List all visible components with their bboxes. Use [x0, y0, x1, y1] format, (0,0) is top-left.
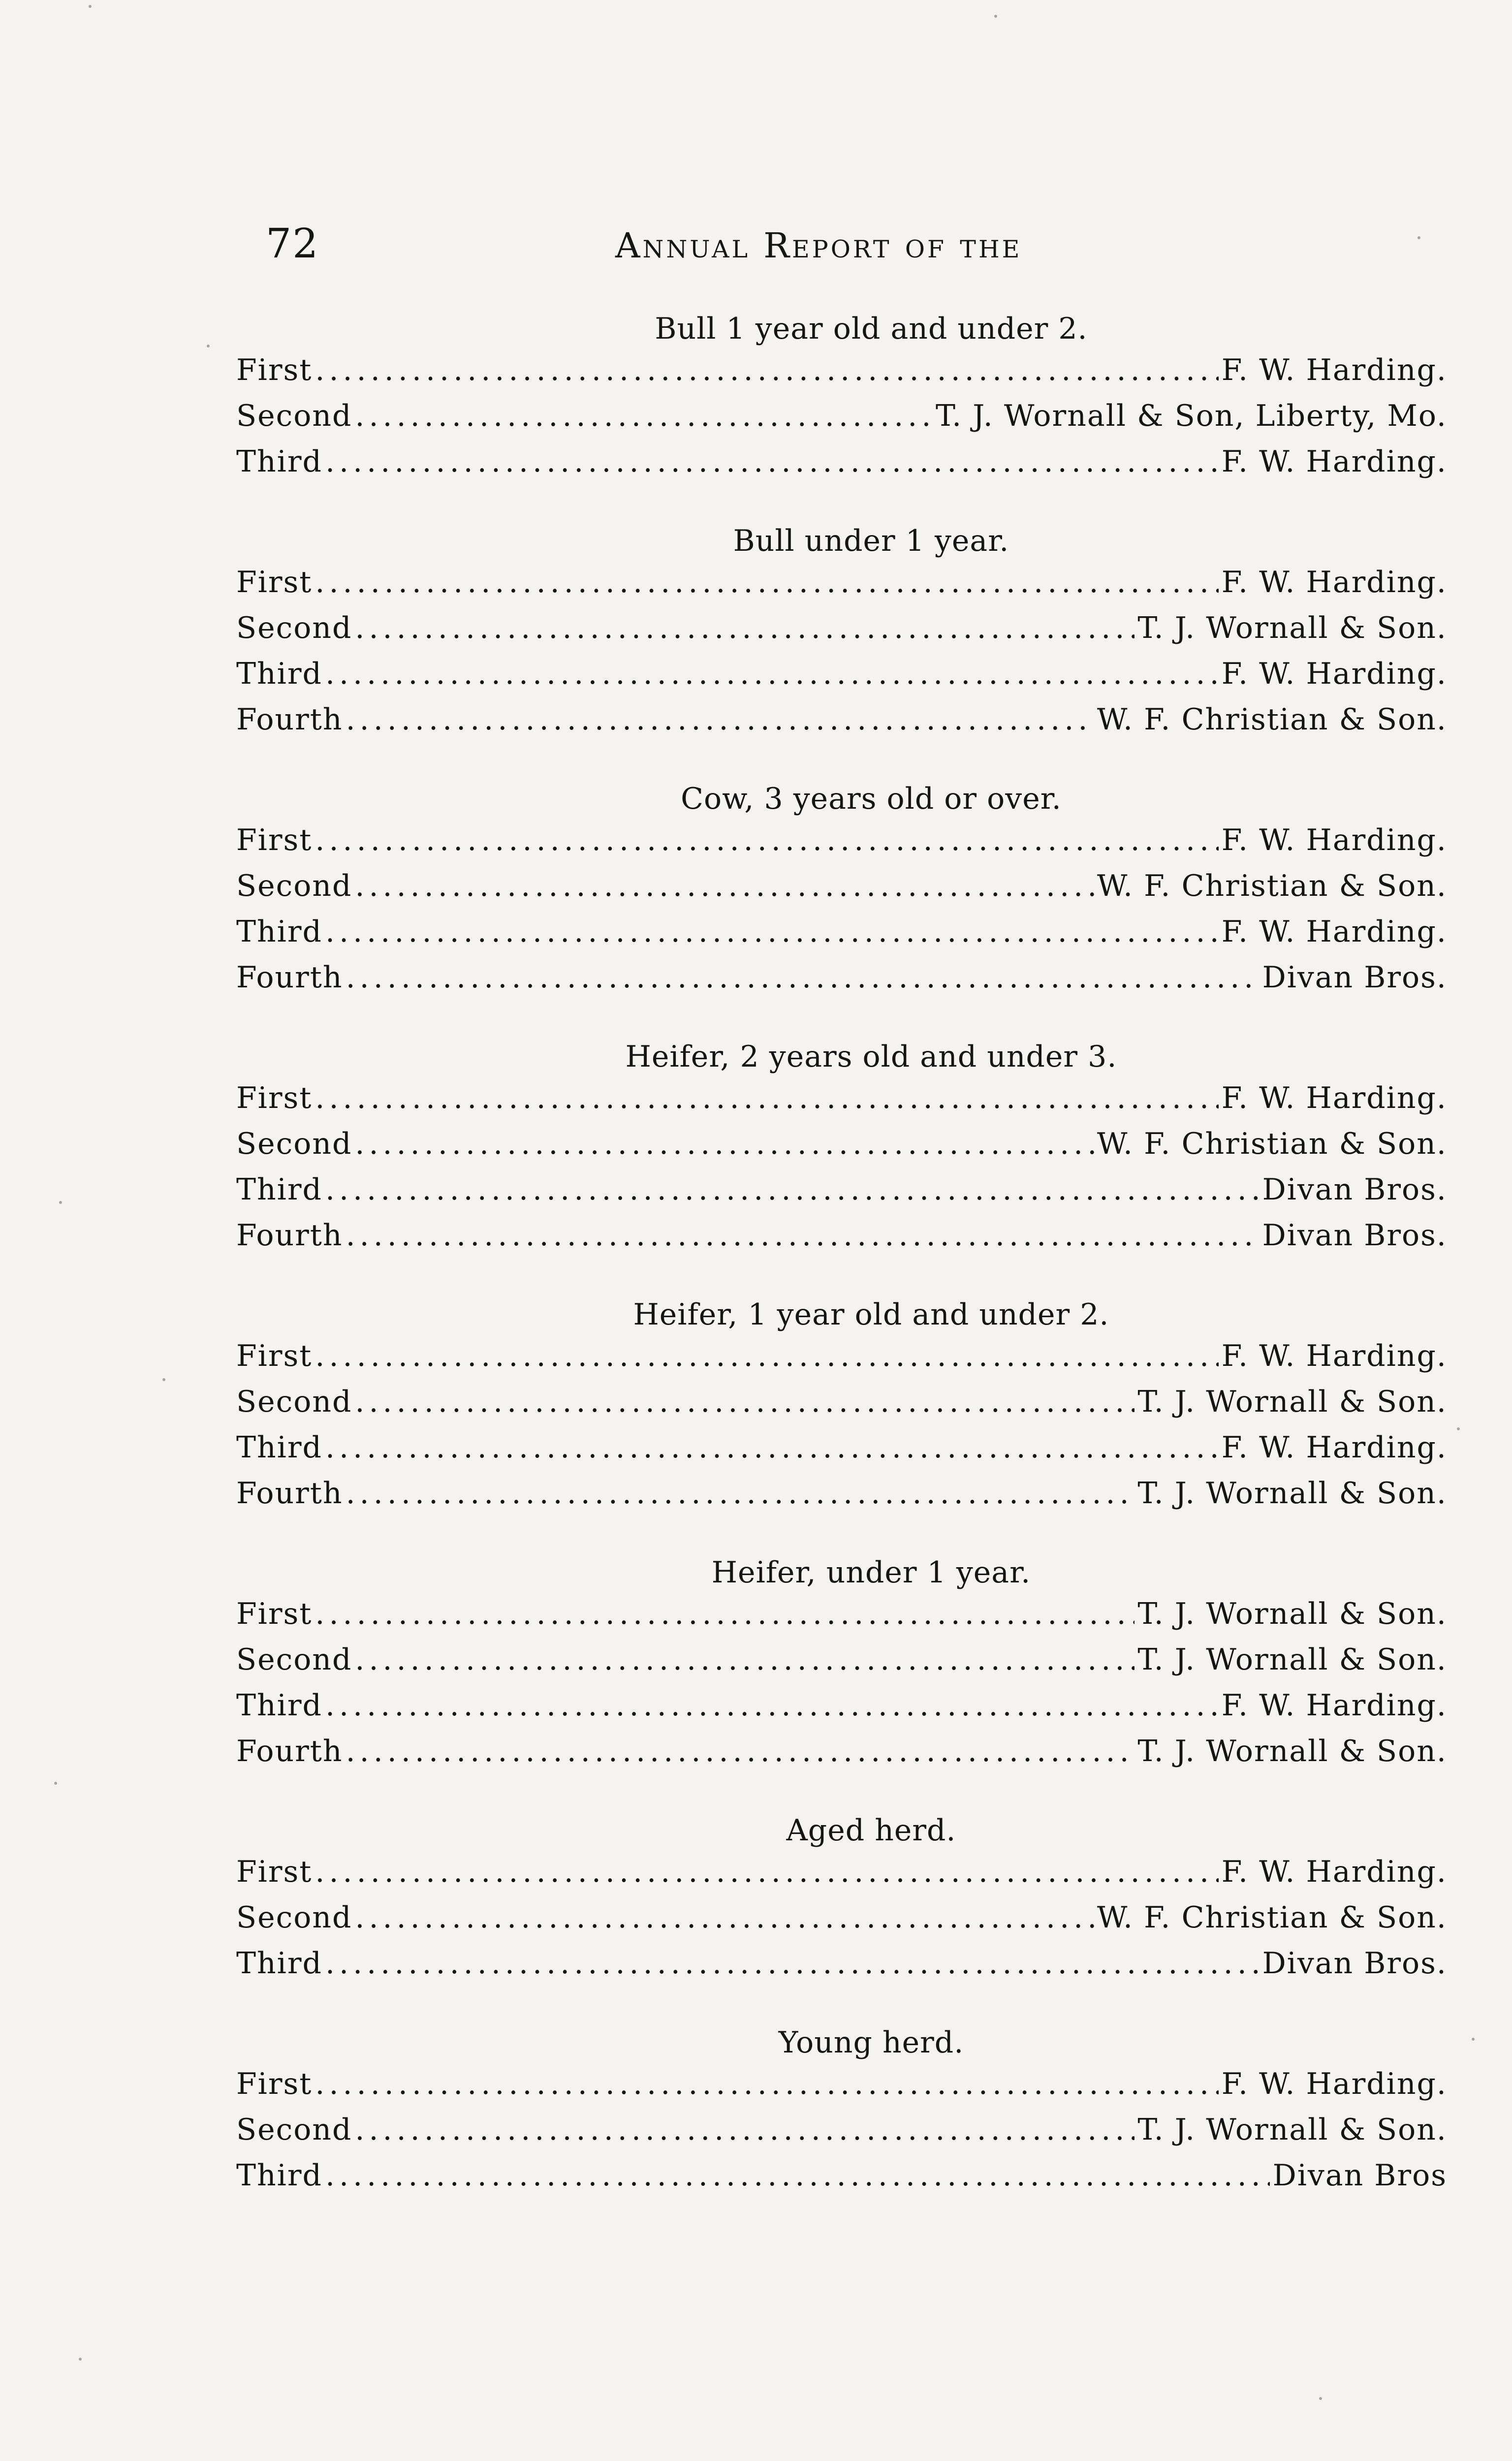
page-header	[266, 221, 1452, 280]
dot-leader	[325, 1683, 1219, 1729]
award-place: Fourth	[236, 1734, 343, 1768]
award-winner: T. J. Wornall & Son.	[1137, 1476, 1447, 1511]
award-class-section	[236, 1812, 1447, 1987]
award-winner: T. J. Wornall & Son.	[1137, 1642, 1447, 1677]
scan-speck	[207, 345, 210, 347]
award-entry	[236, 1425, 1447, 1471]
award-class-title: Heifer, 1 year old and under 2.	[633, 1297, 1109, 1332]
award-entry	[236, 909, 1447, 955]
award-class-title: Bull under 1 year.	[733, 524, 1009, 558]
award-place: Third	[236, 2158, 322, 2193]
award-entry	[236, 1167, 1447, 1213]
page-number: 72	[266, 221, 319, 267]
award-entry	[236, 1121, 1447, 1167]
award-place: Fourth	[236, 960, 343, 995]
award-winner: T. J. Wornall & Son, Liberty, Mo.	[935, 399, 1447, 433]
scan-speck	[54, 1782, 57, 1785]
scan-speck	[1418, 236, 1420, 239]
award-winner: F. W. Harding.	[1221, 1081, 1447, 1115]
award-entry	[236, 560, 1447, 605]
award-entry	[236, 1379, 1447, 1425]
award-winner: F. W. Harding.	[1221, 915, 1447, 949]
scan-speck	[994, 15, 997, 18]
award-place: First	[236, 1597, 313, 1631]
award-place: Third	[236, 1688, 322, 1723]
award-place: First	[236, 1855, 313, 1889]
award-winner: T. J. Wornall & Son.	[1137, 1597, 1447, 1631]
award-place: Third	[236, 1946, 322, 1981]
award-winner: W. F. Christian & Son.	[1097, 869, 1447, 903]
award-winner: F. W. Harding.	[1221, 1855, 1447, 1889]
award-place: First	[236, 1339, 313, 1373]
award-entry	[236, 818, 1447, 863]
award-entry	[236, 393, 1447, 439]
award-place: First	[236, 823, 313, 857]
dot-leader	[346, 697, 1094, 743]
award-class-section	[236, 2024, 1447, 2199]
dot-leader	[355, 1379, 1134, 1425]
award-place: First	[236, 353, 313, 387]
award-entry	[236, 697, 1447, 743]
dot-leader	[315, 347, 1218, 393]
dot-leader	[325, 439, 1219, 485]
dot-leader	[325, 651, 1219, 697]
award-class-section	[236, 780, 1447, 1001]
award-winner: T. J. Wornall & Son.	[1137, 2113, 1447, 2147]
award-place: Second	[236, 869, 352, 903]
award-entry	[236, 1075, 1447, 1121]
dot-leader	[325, 1425, 1219, 1471]
award-place: Second	[236, 2113, 352, 2147]
award-class-section	[236, 310, 1447, 485]
award-entry	[236, 2061, 1447, 2107]
award-winner: F. W. Harding.	[1221, 823, 1447, 857]
dot-leader	[315, 1591, 1134, 1637]
award-winner: F. W. Harding.	[1221, 444, 1447, 479]
award-place: Second	[236, 611, 352, 645]
award-winner: W. F. Christian & Son.	[1097, 702, 1447, 737]
award-entry	[236, 1591, 1447, 1637]
dot-leader	[315, 818, 1218, 863]
award-entry	[236, 605, 1447, 651]
award-entry	[236, 1213, 1447, 1259]
award-entry	[236, 863, 1447, 909]
award-entry	[236, 1333, 1447, 1379]
award-winner: F. W. Harding.	[1221, 353, 1447, 387]
award-winner: F. W. Harding.	[1221, 657, 1447, 691]
dot-leader	[315, 1333, 1218, 1379]
running-head: Annual Report of the	[615, 225, 1022, 266]
award-winner: F. W. Harding.	[1221, 1339, 1447, 1373]
award-place: Second	[236, 1127, 352, 1161]
dot-leader	[355, 1121, 1094, 1167]
award-class-section	[236, 522, 1447, 743]
dot-leader	[355, 2107, 1134, 2153]
award-class-section	[236, 1296, 1447, 1516]
dot-leader	[346, 955, 1260, 1001]
award-winner: Divan Bros.	[1262, 1218, 1447, 1253]
dot-leader	[325, 1167, 1260, 1213]
award-entry	[236, 1637, 1447, 1683]
award-place: First	[236, 1081, 313, 1115]
award-winner: Divan Bros.	[1262, 1946, 1447, 1981]
scan-speck	[59, 1201, 62, 1204]
award-winner: W. F. Christian & Son.	[1097, 1900, 1447, 1935]
dot-leader	[325, 909, 1219, 955]
award-place: Second	[236, 399, 352, 433]
award-entry	[236, 1471, 1447, 1516]
award-winner: Divan Bros.	[1262, 960, 1447, 995]
award-entry	[236, 1941, 1447, 1987]
award-entry	[236, 1729, 1447, 1774]
award-place: Fourth	[236, 702, 343, 737]
dot-leader	[355, 1637, 1134, 1683]
award-winner: Divan Bros.	[1262, 1172, 1447, 1207]
award-entry	[236, 955, 1447, 1001]
award-place: Third	[236, 657, 322, 691]
award-place: First	[236, 565, 313, 599]
award-class-title: Aged herd.	[786, 1813, 956, 1848]
award-class-title: Bull 1 year old and under 2.	[655, 312, 1088, 346]
scan-speck	[1319, 2397, 1322, 2400]
awards-list	[236, 310, 1447, 2236]
award-class-title: Cow, 3 years old or over.	[681, 782, 1062, 816]
dot-leader	[325, 2153, 1270, 2199]
dot-leader	[346, 1213, 1260, 1259]
award-winner: T. J. Wornall & Son.	[1137, 1734, 1447, 1768]
scan-speck	[1457, 1427, 1460, 1430]
dot-leader	[355, 605, 1134, 651]
award-place: First	[236, 2067, 313, 2101]
award-place: Third	[236, 1430, 322, 1465]
award-winner: W. F. Christian & Son.	[1097, 1127, 1447, 1161]
dot-leader	[315, 560, 1218, 605]
award-place: Fourth	[236, 1218, 343, 1253]
award-winner: F. W. Harding.	[1221, 1688, 1447, 1723]
award-winner: Divan Bros	[1272, 2158, 1447, 2193]
dot-leader	[325, 1941, 1260, 1987]
award-entry	[236, 651, 1447, 697]
award-place: Third	[236, 444, 322, 479]
award-entry	[236, 439, 1447, 485]
award-winner: T. J. Wornall & Son.	[1137, 611, 1447, 645]
award-place: Third	[236, 915, 322, 949]
award-place: Second	[236, 1385, 352, 1419]
scan-speck	[89, 5, 92, 8]
award-place: Fourth	[236, 1476, 343, 1511]
award-class-section	[236, 1554, 1447, 1774]
scan-speck	[1472, 2038, 1475, 2041]
award-place: Third	[236, 1172, 322, 1207]
award-entry	[236, 347, 1447, 393]
scan-speck	[79, 2358, 82, 2361]
dot-leader	[355, 393, 933, 439]
award-entry	[236, 1683, 1447, 1729]
dot-leader	[315, 2061, 1218, 2107]
award-entry	[236, 1895, 1447, 1941]
award-winner: F. W. Harding.	[1221, 2067, 1447, 2101]
award-winner: F. W. Harding.	[1221, 565, 1447, 599]
award-class-title: Heifer, under 1 year.	[711, 1555, 1031, 1590]
award-winner: T. J. Wornall & Son.	[1137, 1385, 1447, 1419]
scan-speck	[162, 1378, 165, 1381]
dot-leader	[346, 1471, 1135, 1516]
award-entry	[236, 2153, 1447, 2199]
dot-leader	[315, 1849, 1218, 1895]
award-class-title: Heifer, 2 years old and under 3.	[625, 1040, 1117, 1074]
award-place: Second	[236, 1642, 352, 1677]
dot-leader	[315, 1075, 1218, 1121]
award-class-title: Young herd.	[778, 2025, 964, 2060]
award-winner: F. W. Harding.	[1221, 1430, 1447, 1465]
dot-leader	[346, 1729, 1135, 1774]
award-entry	[236, 1849, 1447, 1895]
award-class-section	[236, 1038, 1447, 1259]
award-entry	[236, 2107, 1447, 2153]
award-place: Second	[236, 1900, 352, 1935]
dot-leader	[355, 1895, 1094, 1941]
dot-leader	[355, 863, 1094, 909]
